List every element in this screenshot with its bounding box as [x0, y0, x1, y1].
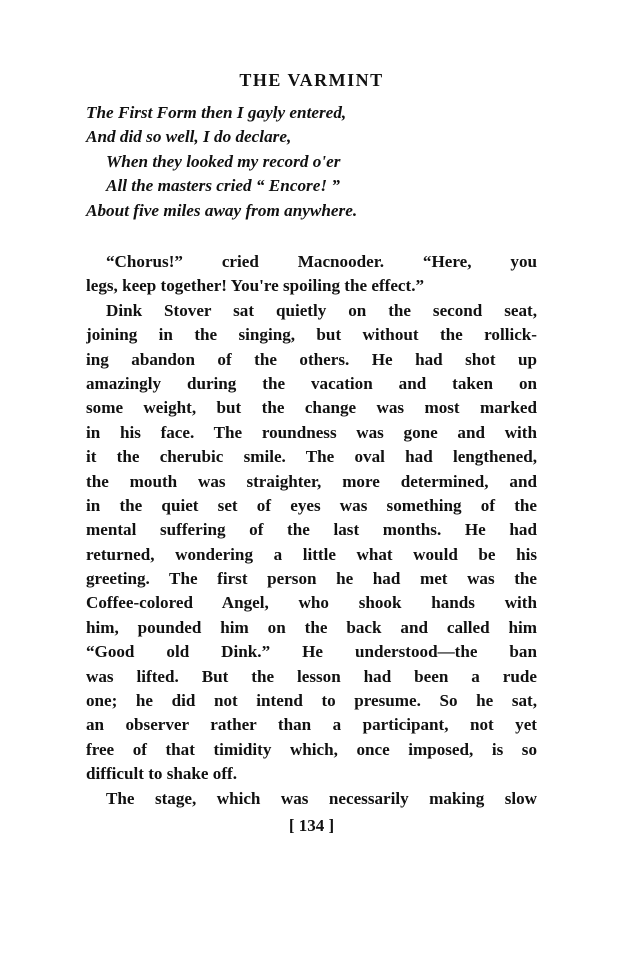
text-line: free of that timidity which, once imposed, is so — [86, 739, 537, 759]
text-line: in his face. The roundness was gone and with — [86, 422, 537, 442]
verse-line: All the masters cried “ Encore! ” — [106, 176, 340, 196]
verse-line: About five miles away from anywhere. — [86, 200, 358, 220]
page-number: [ 134 ] — [288, 816, 335, 835]
text-line: in the quiet set of eyes was something of the — [86, 495, 537, 515]
text-line: “Good old Dink.” He understood—the ban — [86, 642, 537, 662]
verse-stanza — [86, 101, 546, 223]
text-line: greeting. The first person he had met was the — [86, 569, 537, 589]
text-line: ing abandon of the others. He had shot up — [86, 349, 537, 369]
text-line: an observer rather than a participant, not yet — [86, 715, 537, 735]
text-line: “Chorus!” cried Macnooder. “Here, you — [106, 252, 537, 271]
text-line: legs, keep together! You're spoiling the effect.” — [86, 276, 425, 296]
body-text — [86, 250, 537, 811]
text-line: returned, wondering a little what would be his — [86, 544, 537, 564]
text-line: The stage, which was necessarily making slow — [106, 788, 537, 808]
text-line: one; he did not intend to presume. So he sat, — [86, 691, 537, 711]
text-line: Dink Stover sat quietly on the second seat, — [106, 300, 537, 320]
text-line: difficult to shake off. — [86, 764, 237, 784]
verse-line: And did so well, I do declare, — [86, 127, 292, 147]
running-head: THE VARMINT — [239, 70, 384, 90]
text-line: amazingly during the vacation and taken on — [86, 373, 537, 393]
text-line: joining in the singing, but without the rollick- — [86, 325, 537, 345]
text-line: him, pounded him on the back and called him — [86, 617, 537, 637]
verse-line: The First Form then I gayly entered, — [86, 103, 347, 122]
text-line: Coffee-colored Angel, who shook hands with — [86, 593, 537, 613]
text-line: mental suffering of the last months. He had — [86, 520, 537, 540]
text-line: it the cherubic smile. The oval had lengthened, — [86, 447, 537, 467]
text-line: some weight, but the change was most marked — [86, 398, 537, 418]
text-line: was lifted. But the lesson had been a rude — [86, 666, 537, 686]
text-line: the mouth was straighter, more determined, and — [86, 471, 537, 491]
verse-line: When they looked my record o'er — [106, 151, 341, 171]
